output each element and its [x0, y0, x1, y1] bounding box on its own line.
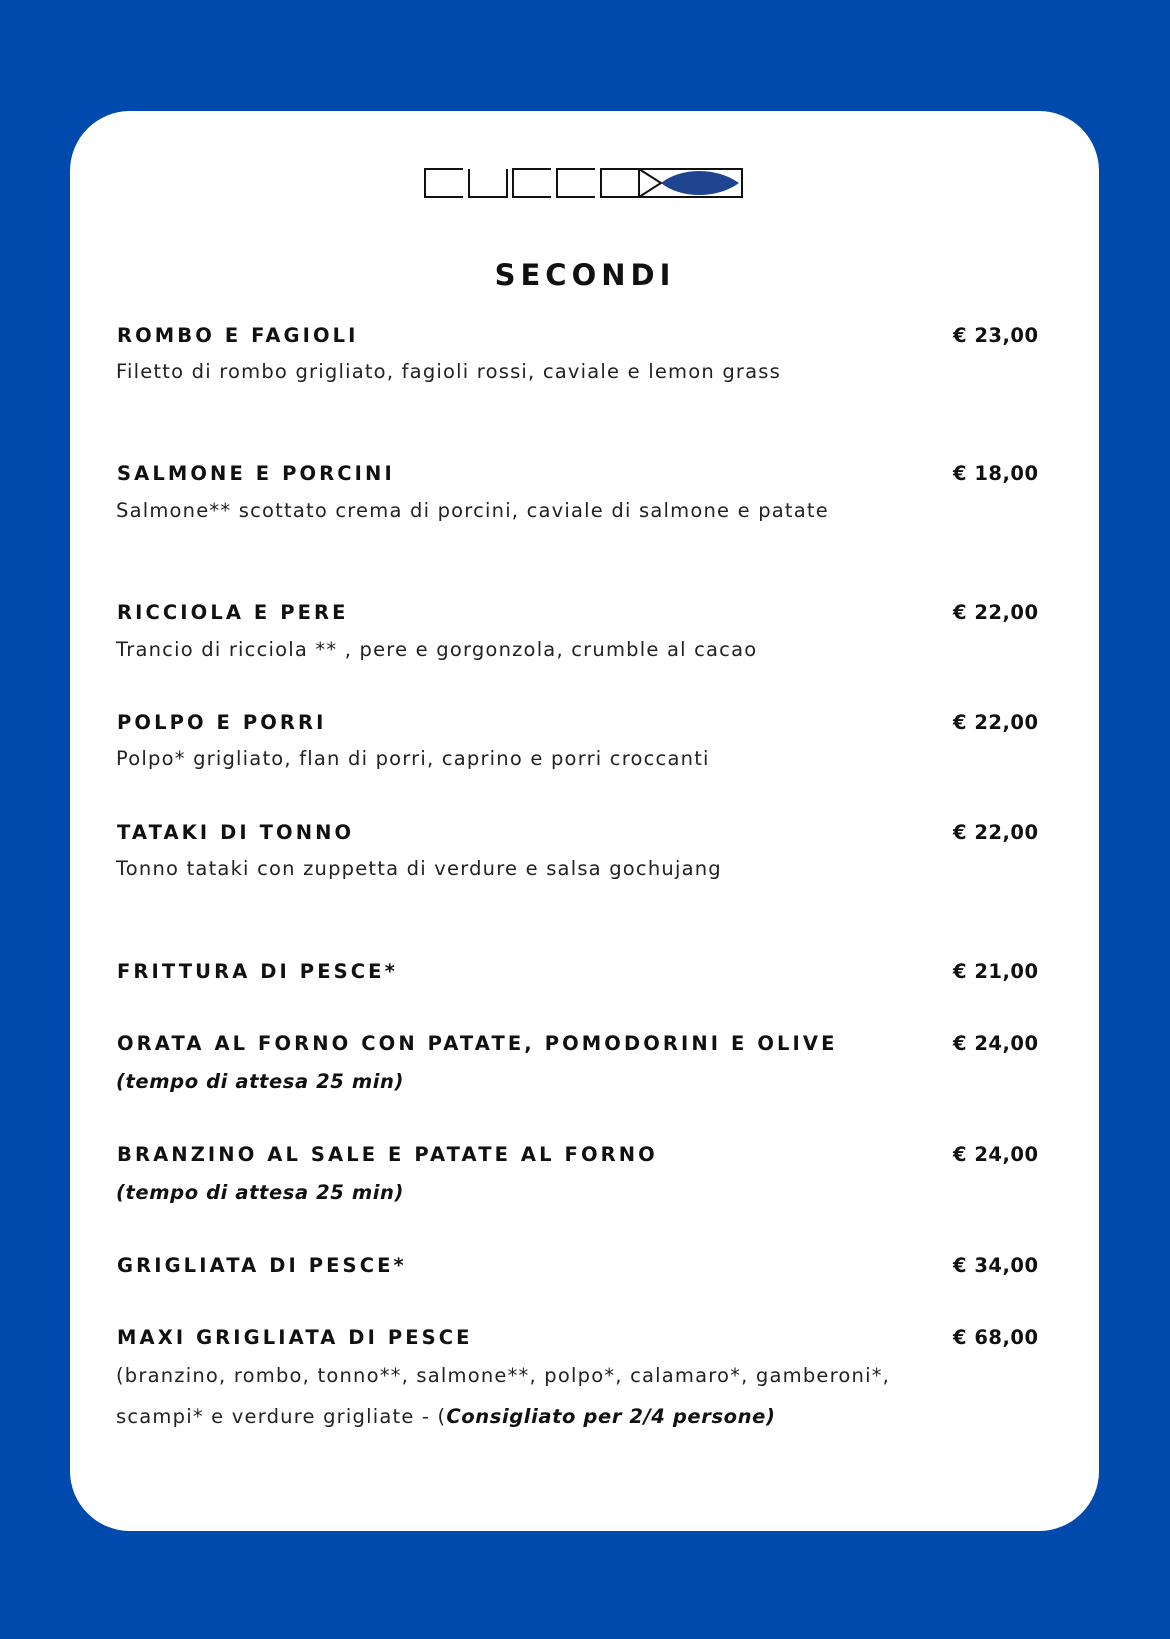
menu-item-price: € 22,00 [953, 711, 1039, 734]
menu-item-name: TATAKI DI TONNO [117, 821, 355, 844]
menu-item-description-line2 [116, 1405, 776, 1428]
menu-item-wait-note: (tempo di attesa 25 min) [116, 1070, 405, 1093]
description-text: scampi* e verdure grigliate - ( [116, 1405, 447, 1428]
menu-item-name: GRIGLIATA DI PESCE* [117, 1254, 407, 1277]
menu-item-description: Filetto di rombo grigliato, fagioli rossi, caviale e lemon grass [116, 360, 781, 383]
menu-item-wait-note: (tempo di attesa 25 min) [116, 1181, 405, 1204]
menu-item-price: € 68,00 [953, 1326, 1039, 1349]
menu-item-price: € 21,00 [953, 960, 1039, 983]
menu-item-name: ORATA AL FORNO CON PATATE, POMODORINI E OLIVE [117, 1032, 838, 1055]
menu-item-name: SALMONE E PORCINI [117, 462, 395, 485]
menu-item-name: ROMBO E FAGIOLI [117, 324, 359, 347]
menu-item-name: FRITTURA DI PESCE* [117, 960, 398, 983]
menu-item-price: € 23,00 [953, 324, 1039, 347]
fish-icon [639, 169, 739, 197]
menu-item-name: MAXI GRIGLIATA DI PESCE [117, 1326, 473, 1349]
menu-item-name: POLPO E PORRI [117, 711, 327, 734]
section-title: SECONDI [494, 258, 676, 292]
menu-item-price: € 22,00 [953, 601, 1039, 624]
menu-item-description: Salmone** scottato crema di porcini, caviale di salmone e patate [116, 499, 829, 522]
menu-item-description: Trancio di ricciola ** , pere e gorgonzola, crumble al cacao [116, 638, 758, 661]
menu-item-name: BRANZINO AL SALE E PATATE AL FORNO [117, 1143, 658, 1166]
menu-item-price: € 24,00 [953, 1143, 1039, 1166]
menu-item-description: (branzino, rombo, tonno**, salmone**, polpo*, calamaro*, gamberoni*, [116, 1364, 891, 1387]
menu-item-price: € 34,00 [953, 1254, 1039, 1277]
serving-recommendation: Consigliato per 2/4 persone) [446, 1405, 776, 1428]
menu-item-description: Tonno tataki con zuppetta di verdure e salsa gochujang [116, 857, 722, 880]
menu-item-price: € 22,00 [953, 821, 1039, 844]
menu-item-price: € 18,00 [953, 462, 1039, 485]
cucco-logo [423, 165, 745, 201]
menu-item-description: Polpo* grigliato, flan di porri, caprino e porri croccanti [116, 747, 710, 770]
menu-item-name: RICCIOLA E PERE [117, 601, 349, 624]
menu-item-price: € 24,00 [953, 1032, 1039, 1055]
